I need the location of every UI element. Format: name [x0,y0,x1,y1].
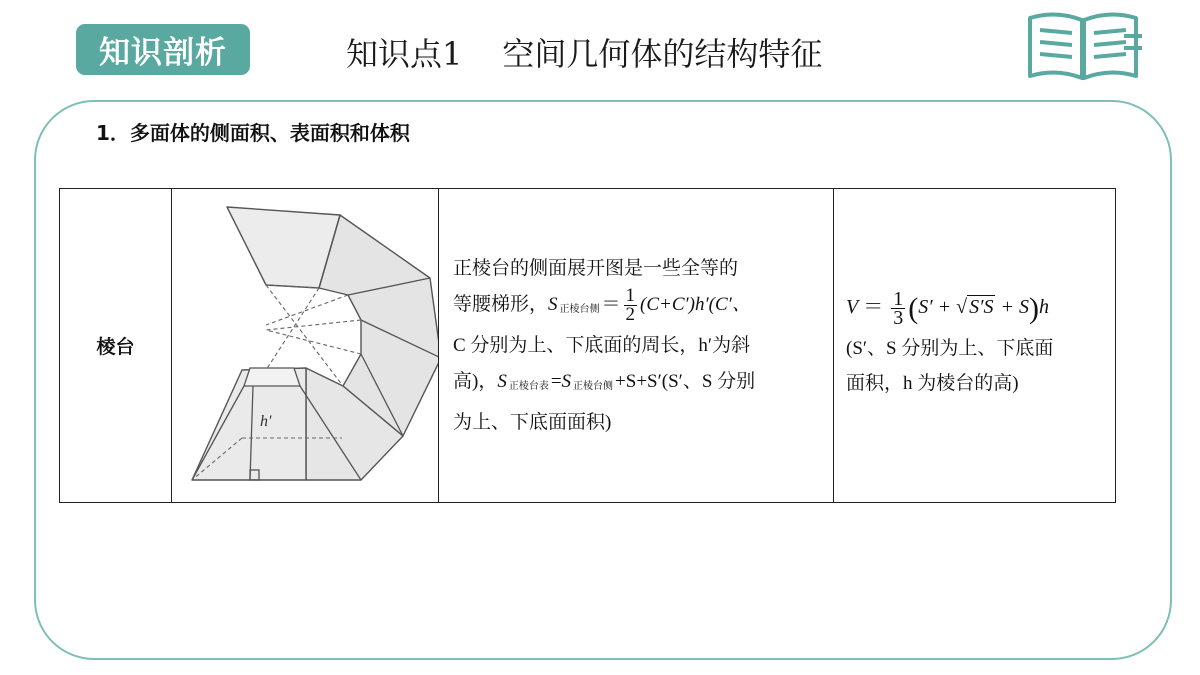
one-third-fraction [891,290,905,327]
desc-line-5: 为上、下底面面积) [453,411,612,433]
section-badge: 知识剖析 [76,24,250,75]
description-text [439,251,833,441]
fraction-denominator: 2 [625,303,636,325]
desc-line-4-post: +S+S′(S′、S 分别 [615,370,756,392]
solid-name-cell [60,189,172,503]
frustum-net-figure [172,190,438,502]
desc-line-3: C 分别为上、下底面的周长，h′为斜 [453,334,751,356]
formula-inner-pre: S′ + [918,296,957,319]
total-area-subscript: 正棱台表 [508,380,549,392]
equals-sign: = [550,370,562,392]
radicand: S′S [969,296,994,319]
formula-inner-post: + S [995,296,1029,319]
desc-line-4 [453,364,823,405]
lateral-area-subscript: 正棱台侧 [559,303,600,315]
desc-line-2-post: (C+C′)h′(C′、 [640,293,751,315]
one-half-fraction [624,284,638,325]
open-book-icon [1024,10,1144,82]
area-symbol: S [548,293,558,315]
square-root: √ S′S [956,296,994,319]
volume-text [834,290,1115,401]
desc-line-4-pre: 高)， [453,370,498,392]
area-symbol: S [497,370,507,392]
equals-sign: ＝ [863,296,884,319]
formula-table [59,188,1116,503]
area-symbol: S [561,370,572,392]
equals-sign: ＝ [601,293,621,315]
figure-cell [172,189,439,503]
slant-height-label: h′ [260,412,272,430]
volume-symbol: V [846,296,859,319]
volume-note-1: (S′、S 分别为上、下底面 [846,338,1054,359]
table-row [60,189,1116,503]
volume-cell [834,189,1116,503]
desc-line-2-pre: 等腰梯形， [453,293,549,315]
title-text: 空间几何体的结构特征 [502,35,823,73]
volume-note-2: 面积，h 为棱台的高) [846,373,1019,394]
section-heading: 1．多面体的侧面积、表面积和体积 [96,121,410,145]
height-symbol: h [1038,296,1049,319]
description-cell [439,189,834,503]
fraction-numerator: 1 [625,284,636,306]
page-title [346,30,822,78]
lateral-area-subscript: 正棱台侧 [573,380,614,392]
close-paren: ) [1028,292,1039,325]
desc-line-2 [453,284,823,328]
open-paren: ( [908,292,919,325]
volume-formula [846,290,1107,327]
title-prefix: 知识点1 [346,35,463,73]
solid-name: 棱台 [96,336,135,358]
fraction-numerator: 1 [893,288,904,310]
fraction-denominator: 3 [893,307,904,329]
desc-line-1: 正棱台的侧面展开图是一些全等的 [453,257,739,279]
